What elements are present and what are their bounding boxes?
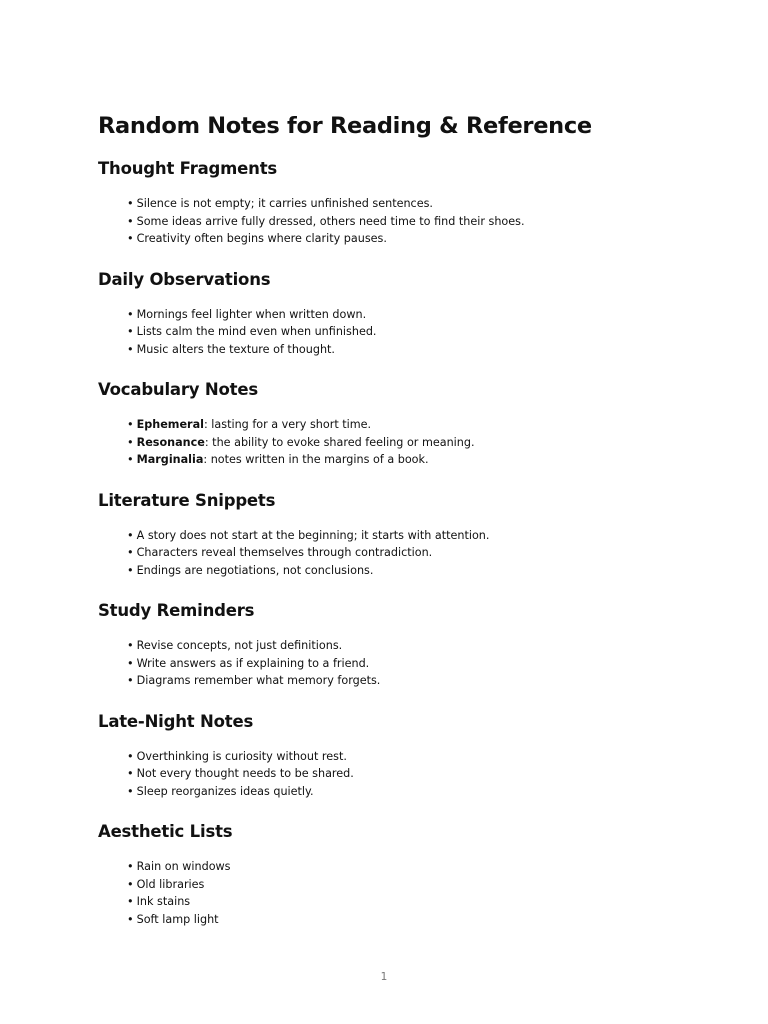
bullet-icon: •: [127, 325, 134, 338]
bullet-icon: •: [127, 784, 134, 798]
list-item-text: Ink stains: [136, 895, 191, 908]
bullet-icon: •: [127, 674, 134, 687]
section-aesthetic-lists: [98, 821, 718, 928]
list-item: [127, 655, 718, 673]
bullet-icon: •: [127, 877, 134, 891]
list-item: [127, 911, 718, 929]
section-heading: Late-Night Notes: [98, 711, 254, 731]
list-item: [127, 306, 718, 324]
list-item: [127, 783, 718, 801]
bullet-icon: •: [127, 749, 134, 763]
section-vocabulary-notes: [98, 379, 718, 469]
list-item-text: : the ability to evoke shared feeling or meaning.: [204, 435, 475, 449]
bullet-icon: •: [127, 453, 134, 466]
vocabulary-term: Marginalia: [136, 453, 204, 466]
bullet-icon: •: [127, 197, 134, 210]
bullet-icon: •: [127, 307, 134, 321]
section-heading: Thought Fragments: [98, 159, 278, 178]
bullet-icon: •: [127, 214, 134, 228]
list-item: [127, 451, 718, 469]
vocabulary-term: Ephemeral: [136, 418, 204, 431]
section-heading: Study Reminders: [98, 601, 255, 620]
list-item-text: Soft lamp light: [136, 912, 219, 926]
list-item: [127, 672, 718, 690]
list-item-text: Some ideas arrive fully dressed, others need time to find their shoes.: [136, 214, 525, 228]
bullet-list: [127, 527, 718, 580]
document-page: [98, 112, 718, 949]
list-item-text: Revise concepts, not just definitions.: [136, 639, 343, 652]
bullet-icon: •: [127, 546, 134, 559]
list-item: [127, 562, 718, 580]
list-item: [127, 230, 718, 248]
list-item-text: Rain on windows: [136, 860, 231, 873]
list-item: [127, 195, 718, 213]
bullet-list: [127, 858, 718, 928]
bullet-list: [127, 637, 718, 690]
bullet-icon: •: [127, 342, 134, 356]
section-late-night-notes: [98, 711, 718, 801]
bullet-list: [127, 195, 718, 248]
section-heading: Daily Observations: [98, 269, 271, 289]
section-heading: Vocabulary Notes: [98, 380, 258, 399]
bullet-icon: •: [127, 860, 134, 873]
bullet-icon: •: [127, 232, 134, 245]
list-item: [127, 213, 718, 231]
list-item: [127, 893, 718, 911]
list-item: [127, 876, 718, 894]
section-heading: Aesthetic Lists: [98, 822, 233, 841]
list-item-text: Overthinking is curiosity without rest.: [136, 749, 347, 763]
bullet-icon: •: [127, 895, 134, 908]
list-item-text: Old libraries: [136, 877, 205, 891]
bullet-list: [127, 306, 718, 359]
bullet-icon: •: [127, 656, 134, 670]
list-item: [127, 544, 718, 562]
list-item-text: A story does not start at the beginning; it starts with attention.: [136, 528, 490, 542]
list-item: [127, 748, 718, 766]
list-item-text: Lists calm the mind even when unfinished.: [136, 325, 377, 338]
section-literature-snippets: [98, 490, 718, 580]
bullet-icon: •: [127, 528, 134, 542]
list-item: [127, 637, 718, 655]
list-item-text: Write answers as if explaining to a friend.: [136, 656, 370, 670]
list-item-text: Mornings feel lighter when written down.: [136, 307, 367, 321]
bullet-icon: •: [127, 639, 134, 652]
list-item-text: Silence is not empty; it carries unfinished sentences.: [136, 197, 433, 210]
list-item-text: Endings are negotiations, not conclusions.: [136, 563, 374, 577]
list-item: [127, 341, 718, 359]
list-item-text: Not every thought needs to be shared.: [136, 767, 354, 780]
list-item: [127, 416, 718, 434]
bullet-icon: •: [127, 912, 134, 926]
vocabulary-term: Resonance: [136, 435, 205, 449]
list-item: [127, 323, 718, 341]
section-heading: Literature Snippets: [98, 490, 276, 510]
bullet-icon: •: [127, 767, 134, 780]
bullet-icon: •: [127, 418, 134, 431]
sections-container: [98, 158, 718, 928]
list-item: [127, 527, 718, 545]
list-item-text: : lasting for a very short time.: [203, 418, 372, 431]
bullet-icon: •: [127, 563, 134, 577]
list-item: [127, 434, 718, 452]
bullet-list: [127, 748, 718, 801]
bullet-icon: •: [127, 435, 134, 449]
bullet-list: [127, 416, 718, 469]
list-item-text: Diagrams remember what memory forgets.: [136, 674, 381, 687]
list-item: [127, 765, 718, 783]
page-title: Random Notes for Reading & Reference: [98, 113, 592, 139]
list-item-text: Sleep reorganizes ideas quietly.: [136, 784, 314, 798]
page-number: 1: [380, 971, 388, 983]
list-item-text: : notes written in the margins of a book.: [203, 453, 429, 466]
section-thought-fragments: [98, 158, 718, 248]
list-item-text: Music alters the texture of thought.: [136, 342, 335, 356]
list-item: [127, 858, 718, 876]
list-item-text: Creativity often begins where clarity pauses.: [136, 232, 387, 245]
section-study-reminders: [98, 600, 718, 690]
section-daily-observations: [98, 269, 718, 359]
list-item-text: Characters reveal themselves through contradiction.: [136, 546, 433, 559]
